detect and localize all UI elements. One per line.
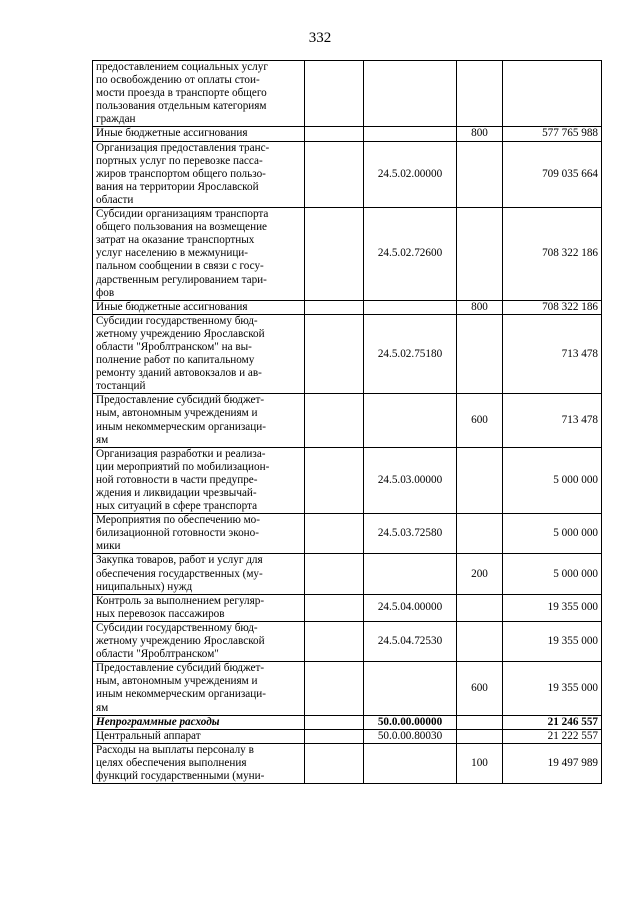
expense-name-cell [93,554,305,594]
expense-name-cell [93,314,305,394]
table-row [93,621,602,661]
expense-name-line: билизационной готовности эконо- [96,527,259,540]
expense-name-line: дарственным регулированием тари- [96,273,267,286]
table-row [93,514,602,554]
expense-type-cell [457,61,503,127]
table-row [93,447,602,513]
target-article-cell [364,127,457,141]
page-number: 332 [308,30,332,46]
expense-name-line: ниципальных) нужд [96,580,193,593]
table-row [93,127,602,141]
empty-cell [305,300,364,314]
expense-name-line: затрат на оказание транспортных [96,234,255,247]
expense-name-line: Субсидии государственному бюд- [96,314,258,327]
expense-name-line: Субсидии организациям транспорта [96,208,269,221]
expense-name-cell [93,447,305,513]
table-row [93,662,602,715]
empty-cell [305,743,364,783]
expense-type-cell: 800 [457,127,503,141]
expense-name-line: функций государственными (муни- [96,769,265,782]
empty-cell [305,514,364,554]
expense-name-line: мики [96,540,121,553]
expense-name-line: пользования отдельным категориям [96,100,267,113]
expense-name-cell [93,621,305,661]
empty-cell [305,662,364,715]
empty-cell [305,394,364,447]
target-article-cell [364,394,457,447]
expense-name-line: по освобождению от оплаты стои- [96,74,260,87]
amount-cell: 708 322 186 [503,208,602,301]
expense-name-cell [93,729,305,743]
expense-name-cell [93,394,305,447]
expense-name-line: вания на территории Ярославской [96,180,259,193]
amount-cell: 5 000 000 [503,514,602,554]
empty-cell [305,715,364,729]
expense-name-line: Закупка товаров, работ и услуг для [96,554,263,567]
target-article-cell: 50.0.00.80030 [364,729,457,743]
expense-type-cell [457,514,503,554]
expense-name-line: предоставлением социальных услуг [96,61,268,73]
amount-cell: 5 000 000 [503,447,602,513]
expense-name-line: жетному учреждению Ярославской [96,327,265,340]
expense-name-line: пальном сообщении в связи с госу- [96,260,264,273]
expense-name-line: тостанций [96,380,146,393]
expense-name-line: Иные бюджетные ассигнования [96,300,248,313]
expense-name-cell [93,594,305,621]
target-article-cell: 50.0.00.00000 [364,715,457,729]
expense-name-cell [93,743,305,783]
expense-type-cell [457,729,503,743]
expense-name-line: иным некоммерческим организаци- [96,420,266,433]
expense-name-line: Иные бюджетные ассигнования [96,127,248,140]
empty-cell [305,141,364,207]
target-article-cell [364,743,457,783]
expense-type-cell [457,208,503,301]
amount-cell: 19 355 000 [503,621,602,661]
expense-name-line: ям [96,433,109,446]
target-article-cell: 24.5.02.00000 [364,141,457,207]
budget-table [92,60,602,784]
expense-name-line: ной готовности в части предупре- [96,473,258,486]
amount-cell: 21 222 557 [503,729,602,743]
expense-name-line: портных услуг по перевозке пасса- [96,154,263,167]
expense-name-line: Мероприятия по обеспечению мо- [96,514,261,527]
expense-name-line: Предоставление субсидий бюджет- [96,394,265,407]
expense-name-cell [93,141,305,207]
empty-cell [305,621,364,661]
expense-name-line: услуг населению в межмуници- [96,247,249,260]
expense-name-line: ремонту зданий автовокзалов и ав- [96,367,262,380]
expense-name-line: мости проезда в транспорте общего [96,87,267,100]
expense-name-line: обеспечения государственных (му- [96,567,263,580]
table-row [93,394,602,447]
expense-name-line: области [96,193,134,206]
expense-name-line: ных перевозок пассажиров [96,607,225,620]
table-row [93,208,602,301]
expense-type-cell [457,447,503,513]
expense-type-cell: 200 [457,554,503,594]
expense-name-line: области "Яроблтранском" на вы- [96,340,252,353]
expense-name-line: Центральный аппарат [96,729,201,742]
expense-name-cell [93,61,305,127]
target-article-cell: 24.5.02.75180 [364,314,457,394]
expense-type-cell [457,314,503,394]
expense-name-line: полнение работ по капитальному [96,354,255,367]
empty-cell [305,554,364,594]
amount-cell: 713 478 [503,314,602,394]
expense-type-cell: 100 [457,743,503,783]
amount-cell: 21 246 557 [503,715,602,729]
expense-type-cell: 600 [457,394,503,447]
expense-name-cell [93,127,305,141]
target-article-cell: 24.5.04.72530 [364,621,457,661]
expense-name-line: ным, автономным учреждениям и [96,407,258,420]
target-article-cell [364,554,457,594]
expense-type-cell [457,715,503,729]
expense-name-line: общего пользования на возмещение [96,221,268,234]
expense-name-line: жетному учреждению Ярославской [96,635,265,648]
expense-name-cell [93,715,305,729]
amount-cell [503,61,602,127]
empty-cell [305,594,364,621]
expense-type-cell [457,621,503,661]
expense-name-line: иным некоммерческим организаци- [96,688,266,701]
amount-cell: 5 000 000 [503,554,602,594]
amount-cell: 709 035 664 [503,141,602,207]
amount-cell: 19 355 000 [503,662,602,715]
expense-name-line: ции мероприятий по мобилизацион- [96,460,270,473]
empty-cell [305,208,364,301]
expense-name-cell [93,662,305,715]
target-article-cell [364,300,457,314]
expense-name-cell [93,208,305,301]
table-row [93,314,602,394]
expense-name-line: Организация разработки и реализа- [96,447,266,460]
target-article-cell: 24.5.02.72600 [364,208,457,301]
empty-cell [305,314,364,394]
expense-name-line: ным, автономным учреждениям и [96,675,258,688]
table-row [93,554,602,594]
table-row [93,141,602,207]
target-article-cell: 24.5.03.00000 [364,447,457,513]
target-article-cell: 24.5.04.00000 [364,594,457,621]
table-row [93,594,602,621]
table-row [93,743,602,783]
expense-name-line: ям [96,701,109,714]
amount-cell: 708 322 186 [503,300,602,314]
expense-name-line: Непрограммные расходы [96,715,220,728]
expense-name-line: целях обеспечения выполнения [96,756,247,769]
amount-cell: 577 765 988 [503,127,602,141]
amount-cell: 713 478 [503,394,602,447]
expense-name-line: Субсидии государственному бюд- [96,621,258,634]
expense-name-line: ных ситуаций в сфере транспорта [96,500,258,513]
expense-name-line: Предоставление субсидий бюджет- [96,662,265,675]
expense-type-cell: 800 [457,300,503,314]
expense-type-cell [457,594,503,621]
amount-cell: 19 497 989 [503,743,602,783]
expense-name-line: области "Яроблтранском" [96,648,219,661]
expense-name-line: Контроль за выполнением регуляр- [96,594,265,607]
empty-cell [305,61,364,127]
expense-name-line: Расходы на выплаты персоналу в [96,743,254,756]
expense-name-line: жиров транспортом общего пользо- [96,167,266,180]
target-article-cell [364,662,457,715]
target-article-cell [364,61,457,127]
table-row [93,300,602,314]
table-row [93,729,602,743]
expense-name-cell [93,300,305,314]
expense-type-cell [457,141,503,207]
empty-cell [305,127,364,141]
expense-name-line: граждан [96,113,136,126]
expense-name-cell [93,514,305,554]
table-row [93,715,602,729]
amount-cell: 19 355 000 [503,594,602,621]
empty-cell [305,729,364,743]
expense-name-line: ждения и ликвидации чрезвычай- [96,487,257,499]
expense-name-line: фов [96,286,115,299]
empty-cell [305,447,364,513]
expense-type-cell: 600 [457,662,503,715]
table-row [93,61,602,127]
expense-name-line: Организация предоставления транс- [96,141,270,154]
target-article-cell: 24.5.03.72580 [364,514,457,554]
